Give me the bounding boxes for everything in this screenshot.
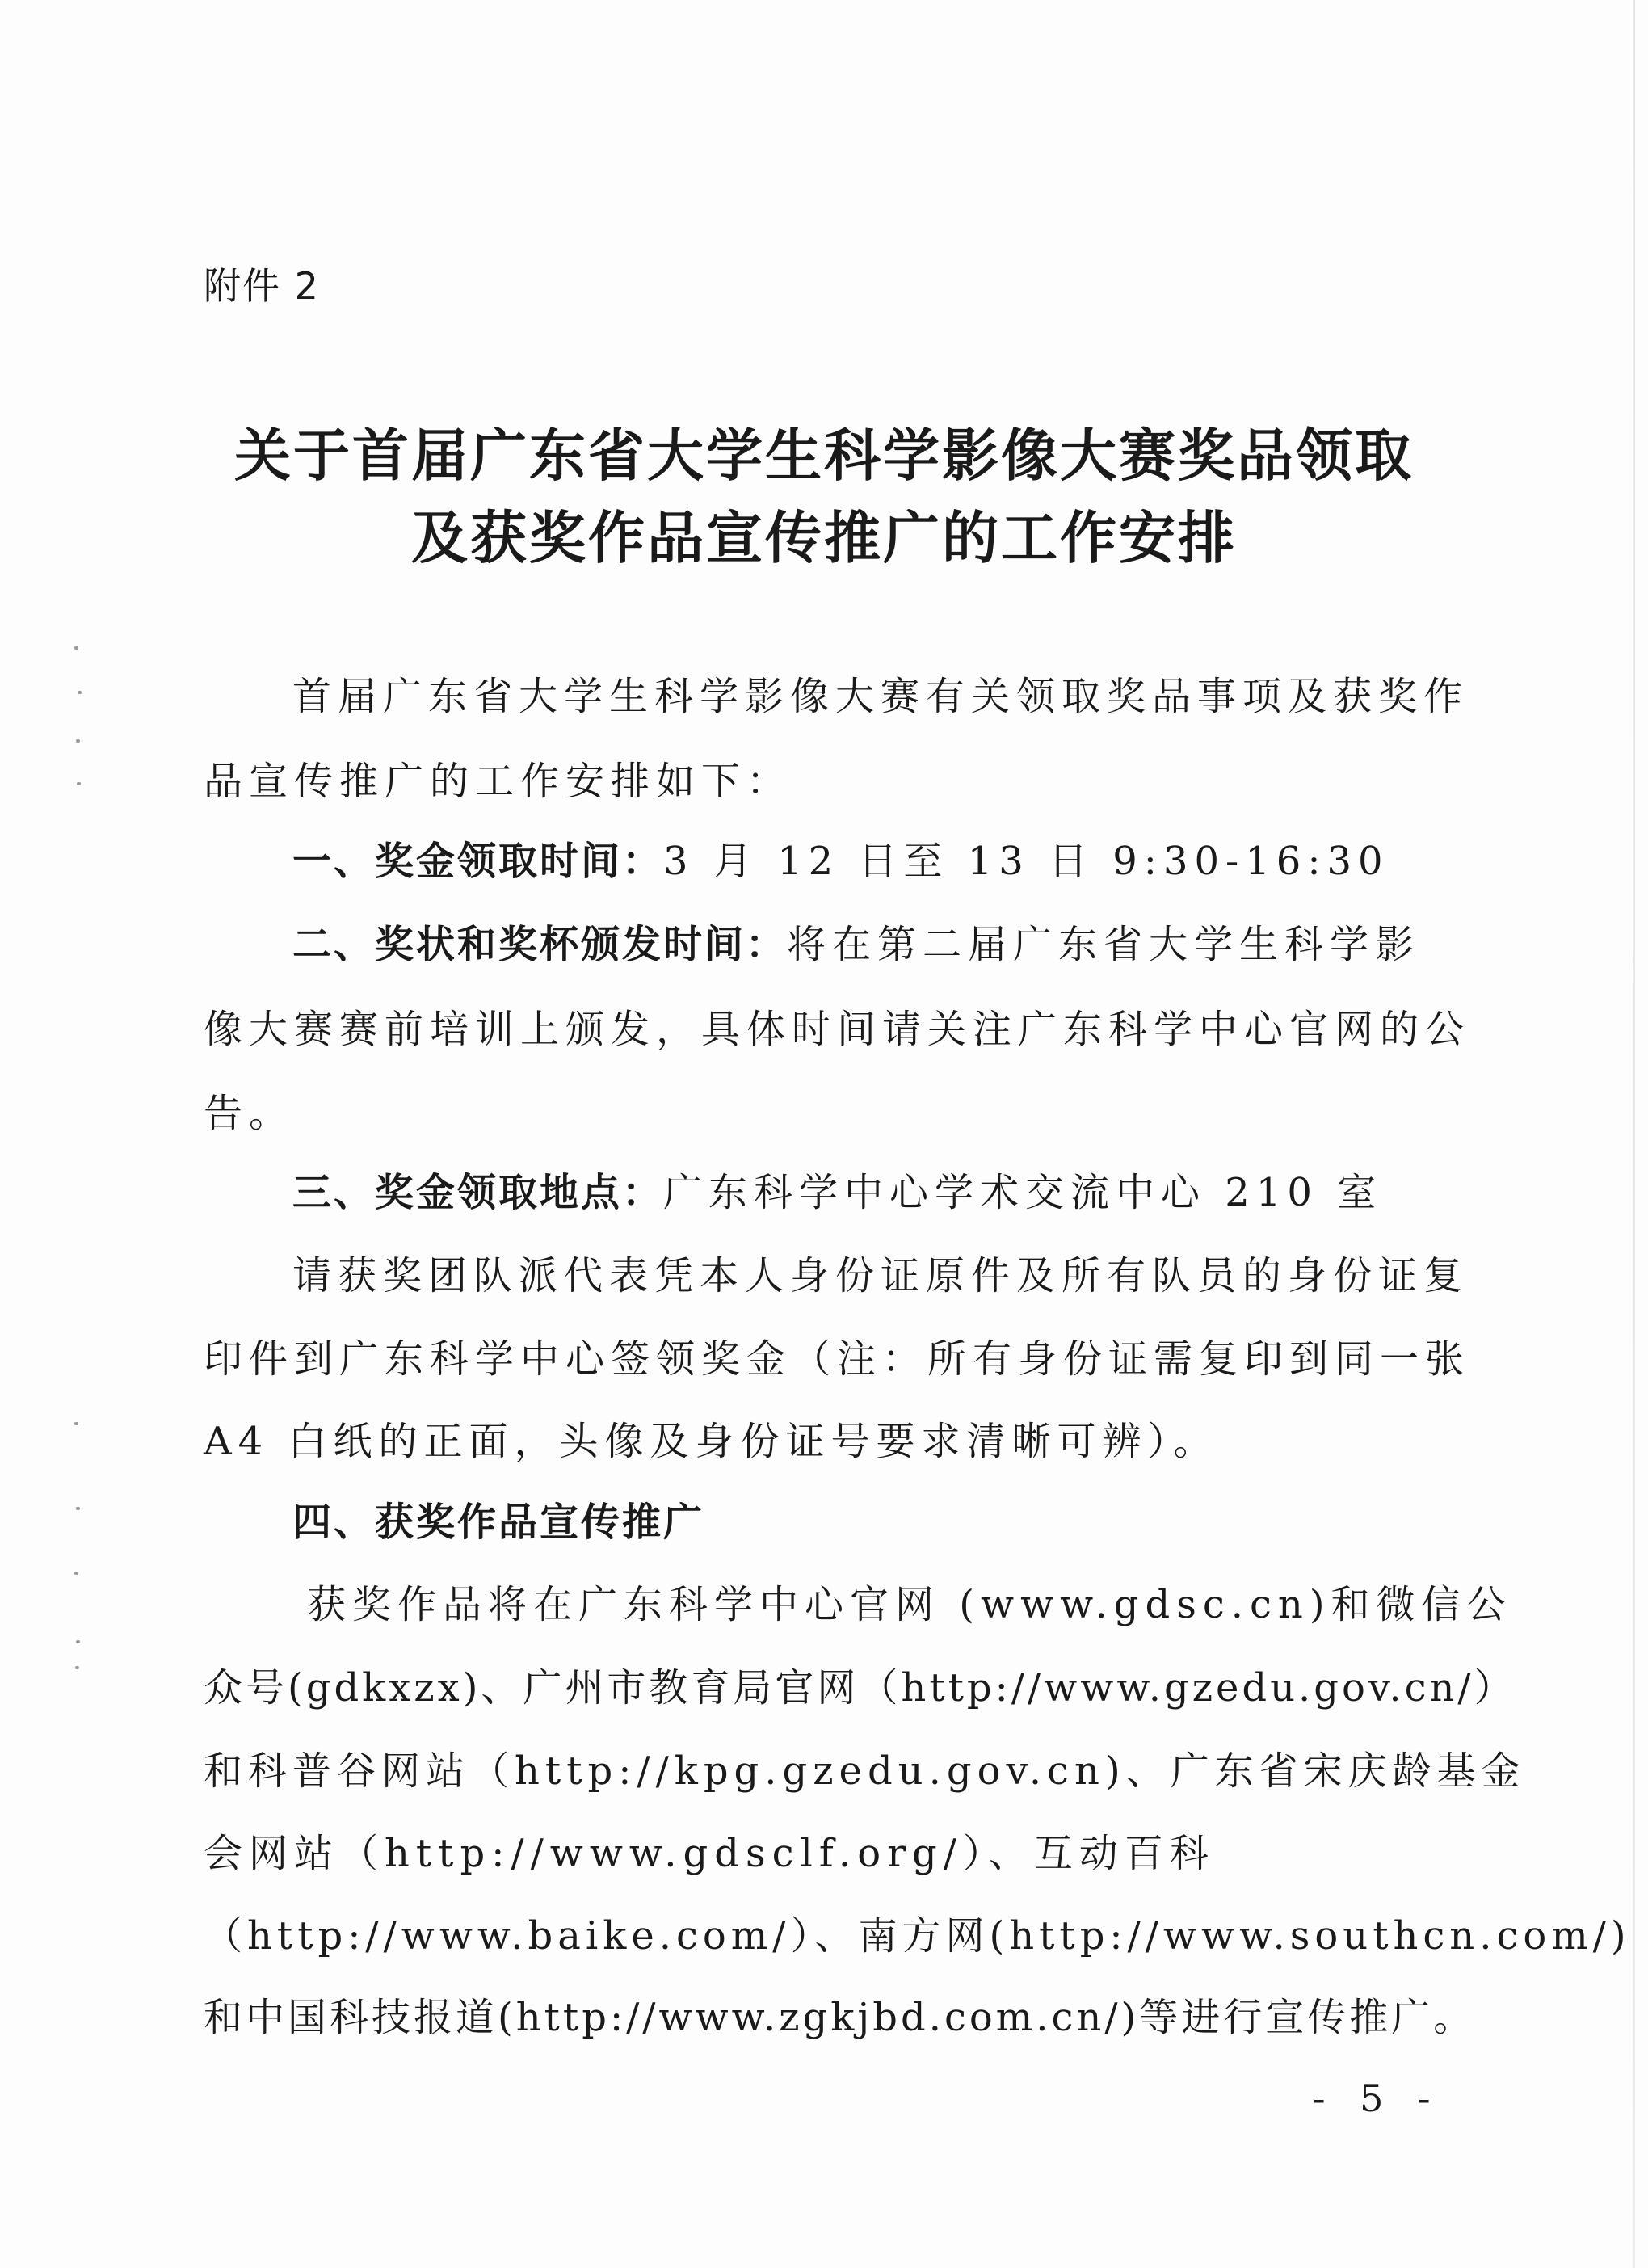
binding-hole-mark (74, 1422, 78, 1425)
binding-hole-mark (76, 739, 80, 743)
section-4-line-2: 众号(gdkxzx)、广州市教育局官网（http://www.gzedu.gov.cn/） (204, 1665, 1516, 1710)
section-1-text: 3 月 12 日至 13 日 9:30-16:30 (663, 839, 1389, 884)
section-4-line-4: 会网站（http://www.gdsclf.org/）、互动百科 (204, 1831, 1215, 1876)
binding-hole-mark (75, 1666, 79, 1669)
section-3-text: 广东科学中心学术交流中心 210 室 (663, 1170, 1383, 1215)
document-title-line-2: 及获奖作品宣传推广的工作安排 (411, 505, 1237, 571)
document-title-line-1: 关于首届广东省大学生科学影像大赛奖品领取 (234, 423, 1414, 489)
binding-hole-mark (76, 1640, 80, 1643)
section-2-text-line-2: 像大赛赛前培训上颁发，具体时间请关注广东科学中心官网的公 (204, 1007, 1471, 1052)
binding-hole-mark (74, 1572, 78, 1575)
section-4-line-3: 和科普谷网站（http://kpg.gzedu.gov.cn)、广东省宋庆龄基金 (204, 1748, 1526, 1794)
binding-hole-mark (76, 1507, 80, 1510)
section-3-note-line-2: 印件到广东科学中心签领奖金（注：所有身份证需复印到同一张 (204, 1336, 1471, 1382)
section-2-text-line-1: 将在第二届广东省大学生科学影 (787, 922, 1421, 967)
binding-hole-mark (74, 646, 78, 650)
scan-edge-shadow (1633, 0, 1635, 2268)
section-1 (292, 839, 1389, 884)
section-3-heading: 三、奖金领取地点： (292, 1170, 664, 1215)
section-2-heading: 二、奖状和奖杯颁发时间： (292, 922, 788, 967)
section-4-line-5: （http://www.baike.com/）、南方网(http://www.southcn.com/) (204, 1913, 1631, 1959)
intro-paragraph-line-1: 首届广东省大学生科学影像大赛有关领取奖品事项及获奖作 (292, 674, 1469, 719)
section-1-heading: 一、奖金领取时间： (292, 839, 664, 884)
binding-hole-mark (78, 691, 82, 694)
intro-paragraph-line-2: 品宣传推广的工作安排如下： (204, 759, 792, 804)
section-3-note-line-1: 请获奖团队派代表凭本人身份证原件及所有队员的身份证复 (292, 1253, 1469, 1298)
section-3-note-line-3: A4 白纸的正面，头像及身份证号要求清晰可辨）。 (204, 1419, 1219, 1464)
binding-hole-mark (77, 782, 81, 785)
section-2-line-1 (292, 922, 1421, 967)
section-3-line-1 (292, 1170, 1383, 1215)
section-2-text-line-3: 告。 (204, 1091, 295, 1136)
section-4-line-1: 获奖作品将在广东科学中心官网 (www.gdsc.cn)和微信公 (307, 1582, 1512, 1627)
section-4-line-6: 和中国科技报道(http://www.zgkjbd.com.cn/)等进行宣传推广。 (204, 1995, 1476, 2040)
attachment-label: 附件 2 (204, 264, 320, 308)
page-number: - 5 - (1313, 2077, 1442, 2120)
section-4-heading: 四、获奖作品宣传推广 (292, 1500, 705, 1545)
